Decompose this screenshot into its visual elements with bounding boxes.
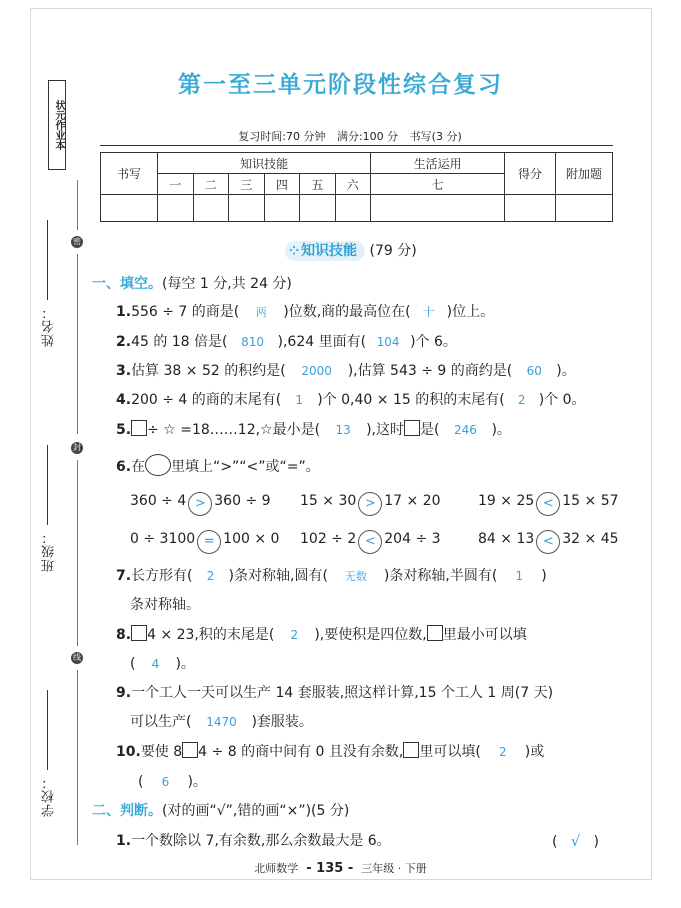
answer[interactable]: 两 — [255, 306, 267, 319]
question-9 — [116, 683, 553, 703]
header-knowledge: 知识技能 — [158, 153, 371, 174]
compare-answer[interactable]: = — [197, 530, 221, 554]
header-writing: 书写 — [101, 153, 158, 195]
q-text: )。 — [556, 363, 576, 379]
q-number: 2. — [116, 334, 132, 350]
compare-answer[interactable]: < — [536, 530, 560, 554]
circle-blank — [145, 454, 171, 476]
q-text: )条对称轴,半圆有( — [383, 568, 498, 584]
compare-row — [130, 491, 619, 516]
brand-label: 状元作业本 — [48, 80, 66, 170]
page-number: - 135 - — [306, 861, 354, 876]
header-life: 生活运用 — [371, 153, 505, 174]
q-number: 3. — [116, 363, 132, 379]
q-text: ),这时 — [366, 422, 404, 438]
answer[interactable]: 13 — [335, 423, 351, 437]
full-score: 满分:100 分 — [336, 130, 399, 143]
question-10-cont — [138, 772, 207, 792]
q-text: )位上。 — [446, 304, 495, 320]
col-header: 四 — [264, 174, 300, 195]
q-text: 要使 8 — [140, 744, 183, 760]
q-number: 7. — [116, 568, 132, 584]
compare-item: 84 × 13 < 32 × 45 — [478, 531, 619, 547]
compare-answer[interactable]: < — [358, 530, 382, 554]
answer[interactable]: 无数 — [344, 570, 367, 583]
answer[interactable]: 60 — [526, 364, 542, 378]
col-header: 二 — [193, 174, 229, 195]
compare-item: 0 ÷ 3100 = 100 × 0 — [130, 529, 300, 554]
q-text: ) — [541, 568, 547, 584]
seal-dot: 封 — [73, 443, 81, 452]
q-number: 6. — [116, 459, 132, 475]
part2-note: (对的画“√”,错的画“×”)(5 分) — [162, 803, 350, 819]
question-7-cont — [130, 595, 200, 615]
answer[interactable]: 1 — [295, 393, 304, 407]
compare-item: 15 × 30 > 17 × 20 — [300, 491, 478, 516]
col-header: 五 — [300, 174, 336, 195]
answer[interactable]: 2 — [498, 745, 507, 759]
cut-line — [77, 460, 78, 646]
q-text: ),624 里面有( — [277, 334, 367, 350]
answer[interactable]: 6 — [161, 775, 170, 789]
check-answer[interactable]: √ — [570, 832, 581, 850]
q-text: 200 ÷ 4 的商的末尾有( — [131, 392, 282, 408]
score-cell[interactable] — [556, 195, 613, 222]
class-label: 班级： — [42, 530, 57, 572]
cut-line — [77, 670, 78, 845]
compare-answer[interactable]: > — [188, 492, 212, 516]
answer[interactable]: 2 — [290, 628, 299, 642]
square-box — [131, 625, 147, 641]
q-text: 是( — [420, 422, 440, 438]
answer[interactable]: 十 — [422, 305, 435, 319]
page-title: 第一至三单元阶段性综合复习 — [178, 71, 503, 98]
part1-note: (每空 1 分,共 24 分) — [162, 276, 292, 292]
square-box — [403, 742, 419, 758]
compare-item: 102 ÷ 2 < 204 ÷ 3 — [300, 529, 478, 554]
q-number: 5. — [116, 422, 132, 438]
answer[interactable]: 2 — [517, 393, 526, 407]
q-text: 一个工人一天可以生产 14 套服装,照这样计算,15 个工人 1 周(7 天) — [131, 685, 554, 701]
score-cell[interactable] — [300, 195, 336, 222]
compare-answer[interactable]: < — [536, 492, 560, 516]
question-8 — [116, 625, 527, 645]
q-text: )个 0,40 × 15 的积的末尾有( — [317, 392, 505, 408]
col-header: 三 — [229, 174, 265, 195]
q-text: 一个数除以 7,有余数,那么余数最大是 6。 — [131, 833, 391, 849]
section-points: (79 分) — [369, 243, 417, 259]
q-number: 9. — [116, 685, 132, 701]
question-4 — [116, 390, 586, 410]
square-box — [182, 742, 198, 758]
score-cell[interactable] — [371, 195, 505, 222]
exam-meta — [0, 128, 681, 144]
part1-heading — [92, 274, 292, 294]
section-pill — [285, 241, 365, 261]
q-text: 可以生产( — [130, 714, 192, 730]
answer[interactable]: 246 — [454, 423, 477, 437]
q-text: 在 — [131, 459, 146, 475]
divider — [100, 145, 613, 146]
question-7 — [116, 566, 547, 587]
question-3 — [116, 361, 576, 381]
q-text: 长方形有( — [131, 568, 193, 584]
answer[interactable]: 104 — [376, 335, 400, 349]
header-score: 得分 — [505, 153, 556, 195]
binding-sidebar — [32, 60, 92, 850]
q-number: 1. — [116, 833, 132, 849]
answer[interactable]: 2000 — [301, 364, 332, 378]
page-footer — [0, 860, 681, 876]
judge-1-answer: ( √ ) — [552, 832, 599, 850]
part2-title: 二、判断。 — [92, 803, 162, 819]
footer-subject: 北师数学 — [254, 862, 299, 875]
dots-icon: ⁘ — [289, 244, 300, 258]
question-8-cont — [130, 654, 195, 674]
score-table — [100, 152, 613, 222]
q-text: )套服装。 — [251, 714, 313, 730]
score-cell[interactable] — [264, 195, 300, 222]
part1-title: 一、填空。 — [92, 276, 162, 292]
question-2 — [116, 332, 457, 352]
q-text: 4 ÷ 8 的商中间有 0 且没有余数, — [198, 744, 404, 760]
q-text: 4 × 23,积的末尾是( — [147, 627, 275, 643]
judge-1 — [116, 831, 391, 851]
q-number: 1. — [116, 304, 132, 320]
answer[interactable]: 4 — [151, 657, 160, 671]
square-box — [404, 420, 420, 436]
q-text: )个 0。 — [538, 392, 586, 408]
q-number: 10. — [116, 744, 141, 760]
question-10 — [116, 742, 544, 762]
q-text: )。 — [187, 774, 207, 790]
part2-heading — [92, 801, 349, 821]
name-label: 姓名： — [42, 305, 57, 347]
seal-dot: 密 — [73, 237, 81, 246]
writing-score: 书写(3 分) — [409, 130, 462, 143]
answer[interactable]: 2 — [206, 569, 215, 583]
q-text: ( — [138, 774, 144, 790]
col-header: 六 — [335, 174, 371, 195]
question-1 — [116, 302, 494, 323]
question-6 — [116, 454, 320, 477]
score-cell[interactable] — [229, 195, 265, 222]
question-9-cont — [130, 712, 313, 732]
q-text: ),要使积是四位数, — [314, 627, 427, 643]
header-bonus: 附加题 — [556, 153, 613, 195]
section-heading — [285, 240, 417, 260]
name-blank[interactable] — [47, 220, 48, 300]
q-text: )。 — [175, 656, 195, 672]
q-text: )条对称轴,圆有( — [228, 568, 328, 584]
compare-item: 360 ÷ 4 > 360 ÷ 9 — [130, 491, 300, 516]
seal-dot: 线 — [73, 653, 81, 662]
q-text: 556 ÷ 7 的商是( — [131, 304, 240, 320]
class-blank[interactable] — [47, 445, 48, 525]
answer[interactable]: 1470 — [206, 715, 237, 729]
cut-line — [77, 180, 78, 230]
compare-item: 19 × 25 < 15 × 57 — [478, 493, 619, 509]
q-text: 45 的 18 倍是( — [131, 334, 228, 350]
school-label: 学校： — [42, 775, 57, 817]
q-number: 8. — [116, 627, 132, 643]
answer[interactable]: 810 — [241, 335, 264, 349]
q-text: 里最小可以填 — [442, 627, 527, 643]
score-cell[interactable] — [193, 195, 229, 222]
exam-time: 复习时间:70 分钟 — [238, 130, 326, 143]
q-text: ÷ ☆ =18……12,☆最小是( — [147, 422, 321, 438]
q-text: ),估算 543 ÷ 9 的商约是( — [347, 363, 513, 379]
q-text: 里可以填( — [419, 744, 481, 760]
cut-line — [77, 254, 78, 434]
q-text: )位数,商的最高位在( — [283, 304, 411, 320]
question-5 — [116, 420, 511, 440]
score-cell[interactable] — [101, 195, 158, 222]
section-label: 知识技能 — [301, 243, 358, 259]
q-text: 条对称轴。 — [130, 597, 200, 613]
score-cell[interactable] — [505, 195, 556, 222]
q-text: 估算 38 × 52 的积约是( — [131, 363, 286, 379]
col-header: 一 — [158, 174, 194, 195]
score-cell[interactable] — [158, 195, 194, 222]
square-box — [427, 625, 443, 641]
q-text: )个 6。 — [410, 334, 457, 350]
answer[interactable]: 1 — [515, 569, 524, 583]
q-text: )。 — [491, 422, 511, 438]
score-cell[interactable] — [335, 195, 371, 222]
q-number: 4. — [116, 392, 132, 408]
compare-answer[interactable]: > — [358, 492, 382, 516]
compare-row — [130, 529, 619, 554]
q-text: 里填上“>”“<”或“=”。 — [171, 459, 320, 475]
square-box — [131, 420, 147, 436]
q-text: )或 — [524, 744, 545, 760]
school-blank[interactable] — [47, 690, 48, 770]
footer-grade: 三年级 · 下册 — [361, 862, 427, 875]
col-header: 七 — [371, 174, 505, 195]
q-text: ( — [130, 656, 136, 672]
